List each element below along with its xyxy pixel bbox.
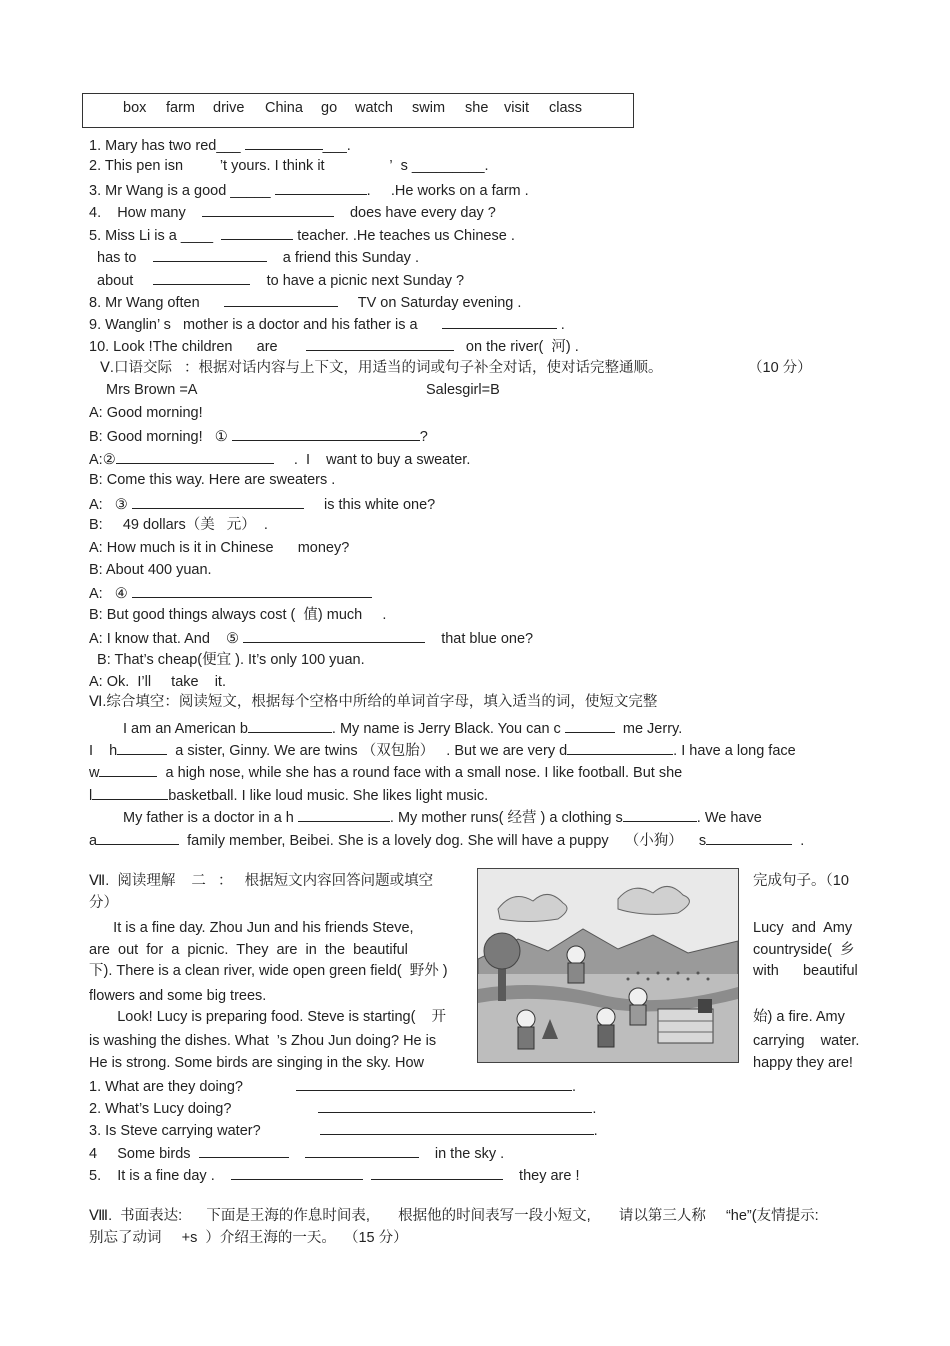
word-box-item: swim [412,100,446,116]
section-7-heading-cont: 分） [89,895,118,911]
answer-blank[interactable] [275,180,367,195]
cloze-line: I h a sister, Ginny. We are twins （双包胎） . But we are very d . I have a long face [89,740,796,760]
section-5-heading: Ⅴ.口语交际 ：根据对话内容与上下文，用适当的词或句子补全对话，使对话完整通顺。 [100,360,663,376]
dialogue-blank-4[interactable] [132,583,372,598]
section-8-line-2: 别忘了动词 +s ）介绍王海的一天。 （15 分） [89,1230,408,1246]
answer-blank[interactable] [153,247,267,262]
passage-line: are out for a picnic. They are in the beautiful [89,942,408,958]
passage-line-right: 始) a fire. Amy [753,1009,845,1025]
reading-question: 5. It is a fine day . they are ! [89,1165,580,1185]
answer-blank[interactable] [245,135,323,150]
cloze-blank[interactable] [92,785,168,800]
answer-blank[interactable] [296,1076,572,1091]
cloze-line: l basketball. I like loud music. She likes light music. [89,785,488,805]
picnic-illustration [477,868,739,1063]
question-5: 5. Miss Li is a ____ teacher. .He teaches us Chinese . [89,225,515,245]
word-box-item: China [265,100,303,116]
dialogue-line: A: How much is it in Chinese money? [89,540,350,556]
role-b: Salesgirl=B [426,382,500,398]
section-6-heading: Ⅵ.综合填空：阅读短文，根据每个空格中所给的单词首字母，填入适当的词，使短文完整 [89,694,658,710]
reading-question: 1. What are they doing? . [89,1076,576,1096]
word-box [82,93,634,128]
answer-blank[interactable] [305,1143,419,1158]
question-7: about to have a picnic next Sunday ? [97,270,464,290]
cloze-blank[interactable] [567,740,673,755]
question-10: 10. Look !The children are on the river( 河) . [89,336,579,356]
word-box-item: drive [213,100,245,116]
cloze-line: My father is a doctor in a h . My mother runs( 经营 ) a clothing s . We have [123,807,762,827]
word-box-item: go [321,100,338,116]
answer-blank[interactable] [224,292,338,307]
passage-line-right: with beautiful [753,963,858,979]
reading-question: 4 Some birds in the sky . [89,1143,504,1163]
word-box-item: visit [504,100,529,116]
word-box-item: watch [355,100,393,116]
dialogue-blank-3[interactable] [132,494,304,509]
dialogue-line: B: About 400 yuan. [89,562,212,578]
dialogue-line: A:② . I want to buy a sweater. [89,449,470,469]
passage-line-right: countryside( 乡 [753,942,855,958]
reading-question: 2. What’s Lucy doing? . [89,1098,596,1118]
cloze-line: w a high nose, while she has a round face with a small nose. I like football. But she [89,762,682,782]
cloze-blank[interactable] [248,718,332,733]
passage-line: Look! Lucy is preparing food. Steve is starting( 开 [89,1009,447,1025]
cloze-line: a family member, Beibei. She is a lovely dog. She will have a puppy （小狗） s . [89,830,804,850]
cloze-blank[interactable] [706,830,792,845]
passage-line: 下). There is a clean river, wide open green field( 野外 ) [89,963,448,979]
answer-blank[interactable] [199,1143,289,1158]
answer-blank[interactable] [318,1098,592,1113]
cloze-blank[interactable] [298,807,390,822]
question-3: 3. Mr Wang is a good _____ . .He works on a farm . [89,180,529,200]
dialogue-line: A: ③ is this white one? [89,494,435,514]
question-4: 4. How many does have every day ? [89,202,496,222]
question-8: 8. Mr Wang often TV on Saturday evening . [89,292,521,312]
picnic-scene-icon [478,869,738,1062]
dialogue-line: A: Ok. I’ll take it. [89,674,226,690]
word-box-item: she [465,100,489,116]
question-6: has to a friend this Sunday . [97,247,419,267]
passage-line: He is strong. Some birds are singing in the sky. How [89,1055,424,1071]
passage-line: It is a fine day. Zhou Jun and his friends Steve, [89,920,414,936]
cloze-blank[interactable] [97,830,179,845]
section-7-heading-right: 完成句子。（10 [753,873,849,889]
reading-question: 3. Is Steve carrying water? . [89,1120,598,1140]
dialogue-line: B: But good things always cost ( 值) much . [89,607,387,623]
answer-blank[interactable] [221,225,293,240]
passage-line-right: carrying water. [753,1033,860,1049]
section-7-heading: Ⅶ. 阅读理解 二 ： 根据短文内容回答问题或填空 [89,873,434,889]
dialogue-line: A: ④ [89,583,372,603]
passage-line-right: Lucy and Amy [753,920,853,936]
passage-line: flowers and some big trees. [89,988,267,1004]
passage-line-right: happy they are! [753,1055,853,1071]
dialogue-line: B: That’s cheap(便宜 ). It’s only 100 yuan. [89,652,365,668]
cloze-blank[interactable] [623,807,697,822]
word-box-item: class [549,100,583,116]
answer-blank[interactable] [231,1165,363,1180]
cloze-blank[interactable] [99,762,157,777]
dialogue-line: B: 49 dollars（美 元） . [89,517,268,533]
answer-blank[interactable] [202,202,334,217]
dialogue-line: A: I know that. And ⑤ that blue one? [89,628,533,648]
dialogue-blank-5[interactable] [243,628,425,643]
word-box-item: box [123,100,147,116]
cloze-line: I am an American b . My name is Jerry Black. You can c me Jerry. [123,718,682,738]
dialogue-blank-2[interactable] [116,449,274,464]
answer-blank[interactable] [306,336,454,351]
question-2: 2. This pen isn ’t yours. I think it ’ s _________. [89,158,489,174]
section-8-line-1: Ⅷ. 书面表达: 下面是王海的作息时间表, 根据他的时间表写一段小短文, 请以第三人称 “he”(友情提示: [89,1208,819,1224]
answer-blank[interactable] [371,1165,503,1180]
question-1: 1. Mary has two red___ ___. [89,135,351,155]
question-9: 9. Wanglin’ s mother is a doctor and his father is a . [89,314,565,334]
section-5-score: （10 分） [748,360,812,376]
word-box-item: farm [166,100,195,116]
dialogue-line: B: Come this way. Here are sweaters . [89,472,336,488]
answer-blank[interactable] [153,270,250,285]
cloze-blank[interactable] [117,740,167,755]
role-a: Mrs Brown =A [106,382,198,398]
passage-line: is washing the dishes. What ’s Zhou Jun doing? He is [89,1033,437,1049]
answer-blank[interactable] [320,1120,594,1135]
answer-blank[interactable] [442,314,557,329]
dialogue-line: A: Good morning! [89,405,203,421]
cloze-blank[interactable] [565,718,615,733]
dialogue-line: B: Good morning! ① ? [89,426,428,446]
dialogue-blank-1[interactable] [232,426,420,441]
